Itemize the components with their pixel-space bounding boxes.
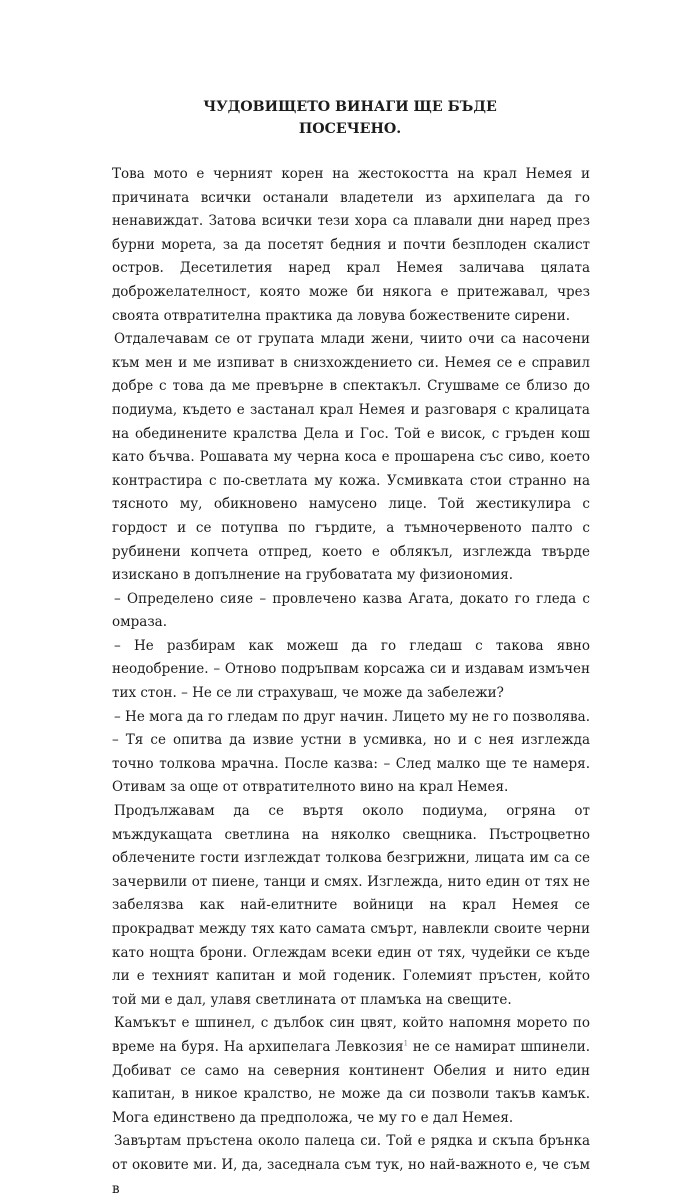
paragraph-6: Продължавам да се въртя около подиума, огряна от мъждукащата светлина на няколко свещника. Пъстроцветно облечените гости изглеждат толкова безгрижни, лицата им са се зачервили от пиене, танци и смях. Изглежда, нито един от тях не забелязва как най-елитните войници на крал Немея се прокрадват между тях като самата смърт, навлекли своите черни като нощта брони. Оглеждам всеки един от тях, чудейки се къде ли е техният капитан и мой годеник. Големият пръстен, който той ми е дал, улавя светлината от пламъка на свещите. <box>112 803 590 1008</box>
paragraph-2: Отдалечавам се от групата млади жени, чиито очи са насочени към мен и ме изпиват в снизхождението си. Немея се е справил добре с това да ме превърне в спектакъл. Сгушваме се близо до подиума, където е застанал крал Немея и разговаря с кралицата на обединените кралства Дела и Гос. Той е висок, с гръден кош като бъчва. Рошавата му черна коса е прошарена със сиво, което контрастира с по-светлата му кожа. Усмивката стои странно на тясното му, обикновено намусено лице. Той жестикулира с гордост и се потупва по гърдите, а тъмночервеното палто с рубинени копчета отпред, което е облякъл, изглежда твърде изискано в допълнение на грубоватата му физиономия. <box>112 331 590 584</box>
paragraph-7-part-2: не се намират шпинели. Добиват се само на северния континент Обелия и нито един капитан, в никое кралство, не може да си позволи такъв камък. Мога единствено да предположа, че му го е дал Немея. <box>112 1038 590 1126</box>
paragraph-8: Завъртам пръстена около палеца си. Той е рядка и скъпа брънка от оковите ми. И, да, заседнала съм тук, но най-важното е, че съм в <box>112 1133 590 1197</box>
footnote-marker: 1 <box>403 1039 409 1048</box>
body-text <box>112 163 590 1201</box>
chapter-heading-line-2: ПОСЕЧЕНО. <box>298 121 402 137</box>
dialogue-line-2: – Не разбирам как можеш да го гледаш с такова явно неодобрение. – Отново подръпвам корсажа си и издавам измъчен тих стон. – Не се ли страхуваш, че може да забележи? <box>112 637 590 702</box>
dialogue-line-1: – Определено сияе – провлечено казва Агата, докато го гледа с омраза. <box>112 590 590 631</box>
paragraph-7 <box>112 1012 590 1130</box>
dialogue-line-3: – Не мога да го гледам по друг начин. Лицето му не го позволява. – Тя се опитва да извие устни в усмивка, но и с нея изглежда точно толкова мрачна. После казва: – След малко ще те намеря. Отивам за още от отвратителното вино на крал Немея. <box>112 708 590 796</box>
chapter-heading <box>150 96 550 140</box>
chapter-heading-line-1: ЧУДОВИЩЕТО ВИНАГИ ЩЕ БЪДЕ <box>203 99 497 115</box>
paragraph-1: Това мото е черният корен на жестокостта на крал Немея и причината всички останали владетели из архипелага да го ненавиждат. Затова всички тези хора са плавали дни наред през бурни морета, за да посетят бедния и почти безплоден скалист остров. Десетилетия наред крал Немея заличава цялата доброжелателност, която може би някога е притежавал, чрез своята отвратителна практика да ловува божествените сирени. <box>112 166 590 324</box>
paragraph-7-part-1: Камъкът е шпинел, с дълбок син цвят, който напомня морето по време на буря. На архипелага Левкозия <box>112 1015 590 1055</box>
